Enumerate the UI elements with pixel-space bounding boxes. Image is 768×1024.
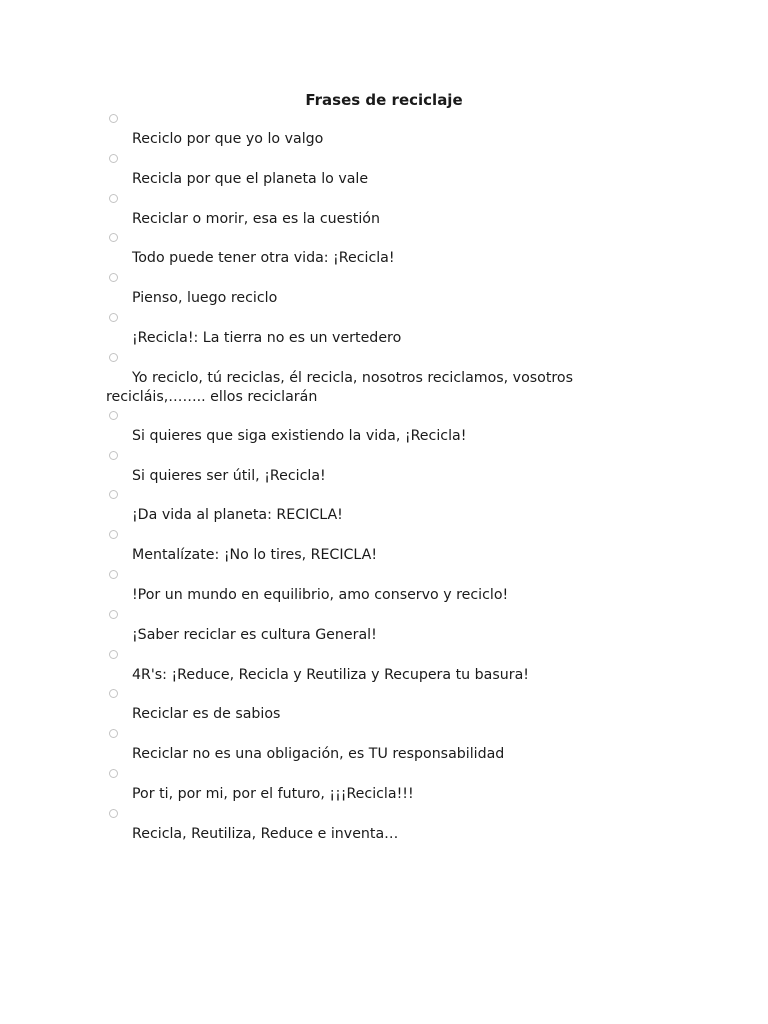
list-item (0, 765, 768, 805)
phrase-text: 4R's: ¡Reduce, Recicla y Reutiliza y Recupera tu basura! (132, 666, 529, 683)
phrase-text: Si quieres que siga existiendo la vida, ¡Recicla! (132, 427, 467, 444)
list-item (0, 110, 768, 150)
circle-bullet-icon (109, 610, 118, 619)
circle-bullet-icon (109, 650, 118, 659)
phrase-text: !Por un mundo en equilibrio, amo conservo y reciclo! (132, 586, 509, 603)
phrase-text: ¡Recicla!: La tierra no es un vertedero (132, 329, 402, 346)
phrase-text: Yo reciclo, tú reciclas, él recicla, nosotros reciclamos, vosotros recicláis,…….. ellos reciclarán (106, 369, 573, 405)
phrase-text: Reciclar o morir, esa es la cuestión (132, 210, 380, 227)
phrase-text: ¡Saber reciclar es cultura General! (132, 626, 377, 643)
phrase-text: Reciclar es de sabios (132, 706, 281, 723)
circle-bullet-icon (109, 530, 118, 539)
circle-bullet-icon (109, 353, 118, 362)
circle-bullet-icon (109, 451, 118, 460)
phrase-text: Todo puede tener otra vida: ¡Recicla! (132, 250, 395, 267)
list-item (0, 725, 768, 765)
phrase-text: Si quieres ser útil, ¡Recicla! (132, 467, 326, 484)
circle-bullet-icon (109, 490, 118, 499)
circle-bullet-icon (109, 233, 118, 242)
document-title: Frases de reciclaje (305, 91, 463, 109)
list-item (0, 190, 768, 230)
phrase-text: Reciclar no es una obligación, es TU responsabilidad (132, 746, 505, 763)
circle-bullet-icon (109, 809, 118, 818)
phrase-text: Reciclo por que yo lo valgo (132, 131, 324, 147)
list-item (0, 646, 768, 686)
circle-bullet-icon (109, 154, 118, 163)
phrase-text: Recicla, Reutiliza, Reduce e inventa… (132, 825, 399, 842)
list-item (0, 447, 768, 487)
circle-bullet-icon (109, 689, 118, 698)
list-item (0, 407, 768, 447)
list-item (0, 349, 768, 407)
circle-bullet-icon (109, 411, 118, 420)
list-item (0, 685, 768, 725)
circle-bullet-icon (109, 313, 118, 322)
phrase-text: Pienso, luego reciclo (132, 290, 278, 307)
list-item (0, 229, 768, 269)
list-item (0, 526, 768, 566)
circle-bullet-icon (109, 769, 118, 778)
phrase-list (0, 110, 768, 845)
list-item (0, 309, 768, 349)
list-item (0, 486, 768, 526)
phrase-text: Mentalízate: ¡No lo tires, RECICLA! (132, 547, 378, 564)
list-item (0, 805, 768, 845)
list-item (0, 606, 768, 646)
phrase-text: Recicla por que el planeta lo vale (132, 170, 369, 187)
circle-bullet-icon (109, 570, 118, 579)
circle-bullet-icon (109, 273, 118, 282)
circle-bullet-icon (109, 114, 118, 123)
circle-bullet-icon (109, 194, 118, 203)
list-item (0, 150, 768, 190)
circle-bullet-icon (109, 729, 118, 738)
phrase-text: Por ti, por mi, por el futuro, ¡¡¡Recicla!!! (132, 785, 414, 802)
list-item (0, 566, 768, 606)
list-item (0, 269, 768, 309)
phrase-text: ¡Da vida al planeta: RECICLA! (132, 507, 343, 524)
